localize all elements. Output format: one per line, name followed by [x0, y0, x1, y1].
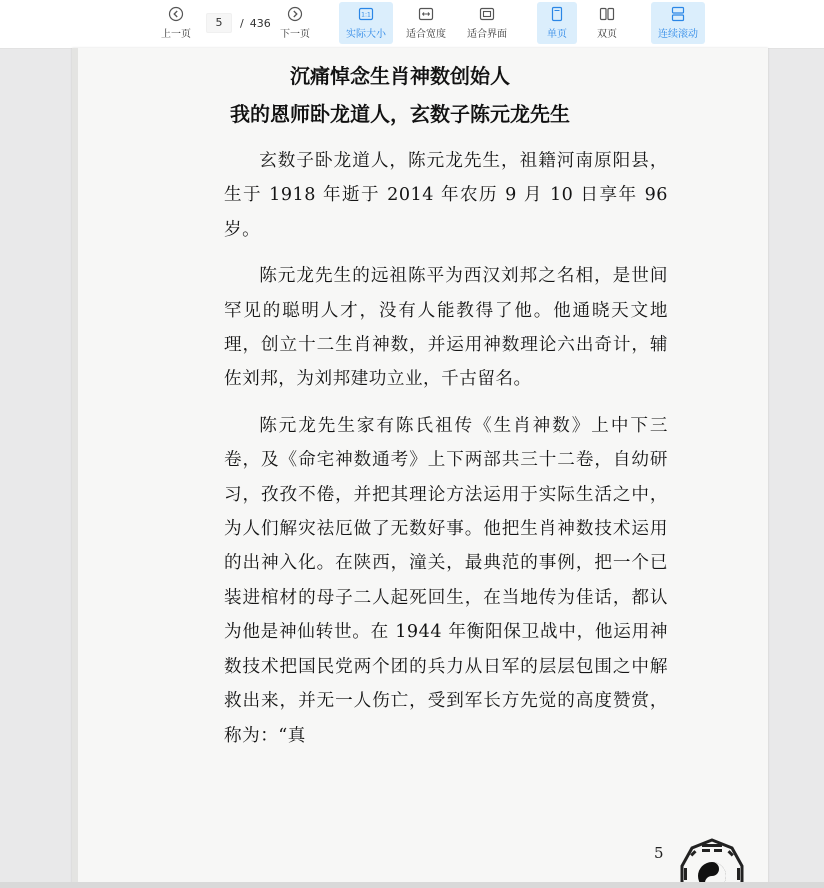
next-page-button[interactable] [275, 2, 315, 44]
continuous-scroll-button[interactable] [651, 2, 705, 44]
page-number: 5 [654, 844, 664, 862]
fit-page-icon [479, 6, 495, 22]
body-paragraph: 玄数子卧龙道人，陈元龙先生，祖籍河南原阳县，生于 1918 年逝于 2014 年农历 9 月 10 日享年 96 岁。 [224, 151, 668, 240]
viewer-toolbar [0, 0, 824, 49]
next-page-label: 下一页 [280, 29, 310, 40]
svg-text:1:1: 1:1 [361, 11, 371, 19]
chevron-left-icon [168, 6, 184, 22]
fit-page-label: 适合界面 [467, 29, 507, 40]
double-page-icon [599, 6, 615, 22]
continuous-scroll-label: 连续滚动 [658, 29, 698, 40]
actual-size-button[interactable] [339, 2, 393, 44]
page-number-input[interactable]: 5 [206, 13, 232, 33]
single-page-button[interactable] [537, 2, 577, 44]
fit-width-button[interactable] [400, 2, 452, 44]
fit-width-icon [418, 6, 434, 22]
fit-width-label: 适合宽度 [406, 29, 446, 40]
document-title-line1: 沉痛悼念生肖神数创始人 [290, 64, 510, 88]
double-page-label: 双页 [597, 29, 617, 40]
horizontal-scrollbar[interactable] [0, 882, 824, 888]
page-indicator [206, 13, 271, 33]
document-body [224, 144, 668, 765]
total-pages: 436 [249, 16, 271, 30]
single-page-label: 单页 [547, 29, 567, 40]
chevron-right-icon [287, 6, 303, 22]
document-page [72, 48, 768, 888]
actual-size-label: 实际大小 [346, 29, 386, 40]
double-page-button[interactable] [587, 2, 627, 44]
page-gutter [72, 48, 78, 888]
prev-page-button[interactable] [156, 2, 196, 44]
body-paragraph: 陈元龙先生家有陈氏祖传《生肖神数》上中下三卷，及《命宅神数通考》上下两部共三十二卷，自幼研习，孜孜不倦，并把其理论方法运用于实际生活之中，为人们解灾祛厄做了无数好事。他把生肖神数技术运用的出神入化。在陕西，潼关，最典范的事例，把一个已装进棺材的母子二人起死回生，在当地传为佳话，都认为他是神仙转世。在 1944 年衡阳保卫战中，他运用神数技术把国民党两个团的兵力从日军的层层包围之中解救出来，并无一人伤亡，受到军长方先觉的高度赞赏，称为：“真 [224, 415, 668, 746]
body-paragraph: 陈元龙先生的远祖陈平为西汉刘邦之名相，是世间罕见的聪明人才，没有人能教得了他。他通晓天文地理，创立十二生肖神数，并运用神数理论六出奇计，辅佐刘邦，为刘邦建功立业，千古留名。 [224, 266, 668, 390]
prev-page-label: 上一页 [161, 29, 191, 40]
actual-size-icon [358, 6, 374, 22]
bagua-emblem-icon [676, 838, 748, 888]
document-title-line2: 我的恩师卧龙道人，玄数子陈元龙先生 [230, 102, 570, 126]
single-page-icon [549, 6, 565, 22]
fit-page-button[interactable] [461, 2, 513, 44]
continuous-scroll-icon [670, 6, 686, 22]
page-separator: / [240, 16, 244, 30]
